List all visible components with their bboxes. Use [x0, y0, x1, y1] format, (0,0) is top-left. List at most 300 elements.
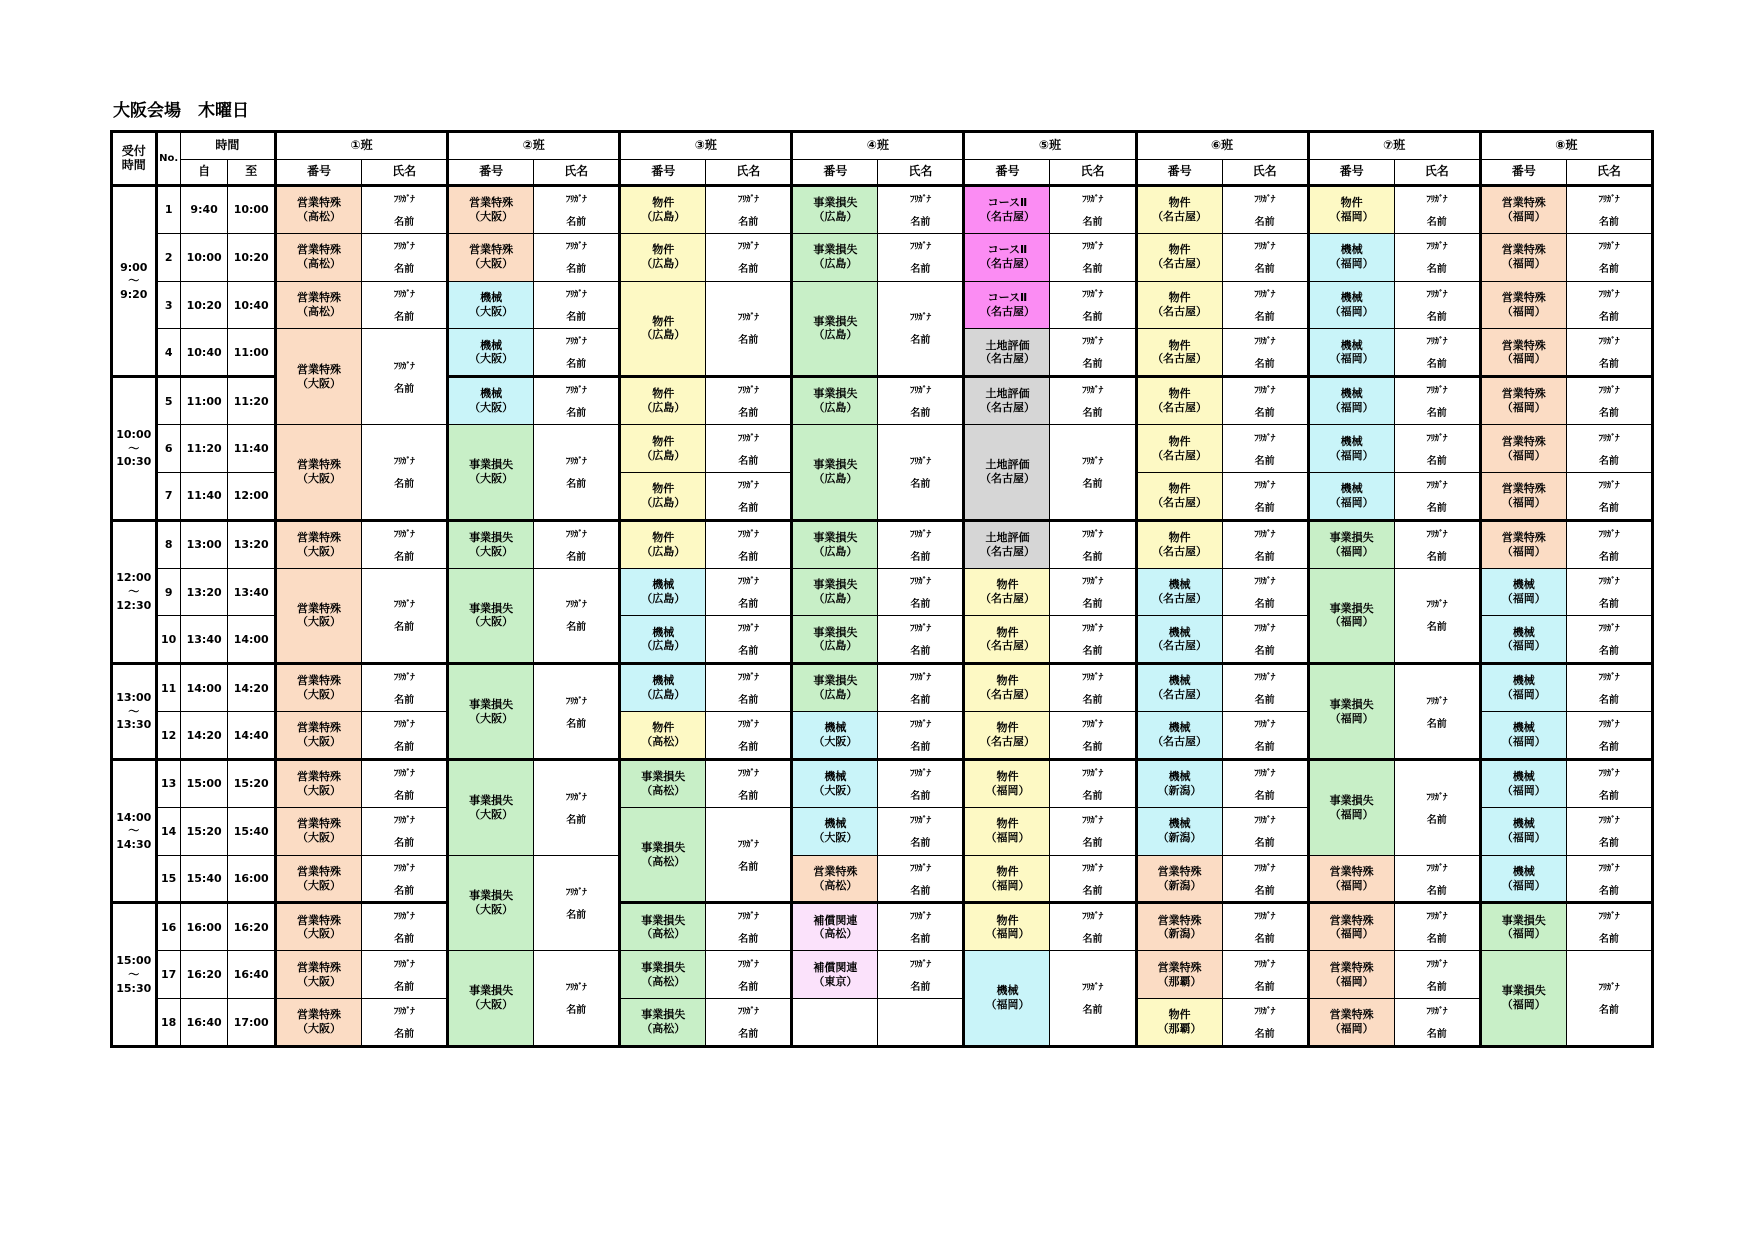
- exam-number-cell: 営業特殊 （大阪）: [276, 903, 362, 951]
- furigana-label: ﾌﾘｶﾞﾅ: [738, 313, 759, 324]
- exam-number-cell: 物件 （広島）: [620, 377, 706, 425]
- name-cell: [362, 233, 448, 281]
- name-label: 名前: [910, 216, 931, 228]
- exam-number-cell: 機械 （福岡）: [1308, 425, 1394, 473]
- furigana-label: ﾌﾘｶﾞﾅ: [565, 290, 587, 301]
- slot-time-to: 13:20: [228, 520, 276, 568]
- exam-number-cell: 事業損失 （福岡）: [1308, 568, 1394, 664]
- slot-row: [112, 425, 1653, 473]
- furigana-label: ﾌﾘｶﾞﾅ: [565, 386, 587, 397]
- name-cell: [1050, 186, 1136, 234]
- name-label: 名前: [1254, 1029, 1275, 1041]
- slot-time-from: 15:40: [180, 855, 228, 903]
- furigana-label: ﾌﾘｶﾞﾅ: [738, 529, 759, 540]
- furigana-label: ﾌﾘｶﾞﾅ: [1254, 194, 1275, 205]
- slot-time-from: 14:00: [180, 664, 228, 712]
- furigana-label: ﾌﾘｶﾞﾅ: [393, 863, 415, 874]
- name-label: 名前: [1254, 838, 1275, 850]
- exam-number-cell: 物件 （那覇）: [1136, 999, 1222, 1047]
- slot-row: [112, 520, 1653, 568]
- slot-time-from: 16:00: [180, 903, 228, 951]
- furigana-label: ﾌﾘｶﾞﾅ: [910, 912, 931, 923]
- slot-time-to: 15:20: [228, 759, 276, 807]
- name-cell: [1566, 186, 1652, 234]
- furigana-label: ﾌﾘｶﾞﾅ: [1426, 290, 1447, 301]
- slot-row: [112, 568, 1653, 616]
- exam-number-cell: 物件 （広島）: [620, 472, 706, 520]
- name-cell: [706, 425, 792, 473]
- furigana-label: ﾌﾘｶﾞﾅ: [565, 529, 587, 540]
- furigana-label: ﾌﾘｶﾞﾅ: [738, 1007, 759, 1018]
- slot-time-from: 11:00: [180, 377, 228, 425]
- slot-row: [112, 855, 1653, 903]
- slot-no: 6: [156, 425, 180, 473]
- reception-time-cell: 13:00 ～ 13:30: [112, 664, 157, 760]
- name-cell: [1050, 568, 1136, 616]
- exam-number-cell: 事業損失 （大阪）: [448, 759, 534, 855]
- name-label: 名前: [566, 909, 587, 921]
- name-cell: [1222, 281, 1308, 329]
- header-time: 時間: [180, 132, 275, 160]
- exam-number-cell: 営業特殊 （大阪）: [276, 759, 362, 807]
- name-cell: [534, 855, 620, 951]
- name-label: 名前: [1254, 790, 1275, 802]
- exam-number-cell: 営業特殊 （福岡）: [1480, 377, 1566, 425]
- slot-no: 8: [156, 520, 180, 568]
- furigana-label: ﾌﾘｶﾞﾅ: [1598, 673, 1620, 684]
- slot-no: 16: [156, 903, 180, 951]
- exam-number-cell: 営業特殊 （大阪）: [276, 712, 362, 760]
- name-label: 名前: [394, 383, 415, 395]
- exam-number-cell: コースⅡ （名古屋）: [964, 186, 1050, 234]
- name-label: 名前: [1082, 1005, 1103, 1017]
- name-cell: [1222, 807, 1308, 855]
- exam-number-cell: 機械 （広島）: [620, 568, 706, 616]
- exam-number-cell: 営業特殊 （福岡）: [1480, 472, 1566, 520]
- name-cell: [1566, 903, 1652, 951]
- exam-number-cell: 事業損失 （福岡）: [1308, 664, 1394, 760]
- exam-number-cell: 補償関連 （東京）: [792, 951, 878, 999]
- header-number: 番号: [620, 160, 706, 186]
- furigana-label: ﾌﾘｶﾞﾅ: [565, 983, 587, 994]
- slot-time-from: 11:40: [180, 472, 228, 520]
- furigana-label: ﾌﾘｶﾞﾅ: [1254, 863, 1275, 874]
- name-label: 名前: [738, 599, 759, 611]
- name-cell: [534, 759, 620, 855]
- name-cell: [362, 999, 448, 1047]
- name-cell: [1394, 281, 1480, 329]
- exam-number-cell: 物件 （広島）: [620, 186, 706, 234]
- exam-number-cell: 営業特殊 （福岡）: [1480, 425, 1566, 473]
- exam-number-cell: 営業特殊 （新潟）: [1136, 855, 1222, 903]
- name-label: 名前: [1254, 551, 1275, 563]
- name-cell: [1050, 712, 1136, 760]
- furigana-label: ﾌﾘｶﾞﾅ: [1254, 433, 1275, 444]
- name-label: 名前: [566, 312, 587, 324]
- slot-row: [112, 951, 1653, 999]
- name-label: 名前: [738, 455, 759, 467]
- exam-number-cell: 機械 （福岡）: [1308, 281, 1394, 329]
- furigana-label: ﾌﾘｶﾞﾅ: [393, 959, 415, 970]
- name-label: 名前: [738, 335, 759, 347]
- name-label: 名前: [738, 646, 759, 658]
- name-label: 名前: [1598, 885, 1619, 897]
- slot-time-to: 13:40: [228, 568, 276, 616]
- name-label: 名前: [1254, 599, 1275, 611]
- name-cell: [878, 425, 964, 521]
- exam-number-cell: 事業損失 （福岡）: [1480, 903, 1566, 951]
- furigana-label: ﾌﾘｶﾞﾅ: [1426, 863, 1447, 874]
- furigana-label: ﾌﾘｶﾞﾅ: [565, 887, 587, 898]
- exam-number-cell: 機械 （福岡）: [1480, 568, 1566, 616]
- furigana-label: ﾌﾘｶﾞﾅ: [1082, 529, 1103, 540]
- slot-time-to: 14:20: [228, 664, 276, 712]
- furigana-label: ﾌﾘｶﾞﾅ: [1082, 456, 1103, 467]
- name-cell: [706, 999, 792, 1047]
- exam-number-cell: 営業特殊 （福岡）: [1308, 903, 1394, 951]
- name-cell: [1394, 568, 1480, 664]
- furigana-label: ﾌﾘｶﾞﾅ: [1254, 242, 1275, 253]
- name-cell: [1222, 951, 1308, 999]
- furigana-label: ﾌﾘｶﾞﾅ: [910, 673, 931, 684]
- header-number: 番号: [276, 160, 362, 186]
- furigana-label: ﾌﾘｶﾞﾅ: [1254, 529, 1275, 540]
- exam-number-cell: [792, 999, 878, 1047]
- name-label: 名前: [910, 981, 931, 993]
- slot-no: 14: [156, 807, 180, 855]
- header-name: 氏名: [534, 160, 620, 186]
- name-cell: [878, 759, 964, 807]
- furigana-label: ﾌﾘｶﾞﾅ: [1426, 696, 1447, 707]
- name-cell: [362, 759, 448, 807]
- name-label: 名前: [1254, 934, 1275, 946]
- exam-number-cell: 営業特殊 （高松）: [792, 855, 878, 903]
- furigana-label: ﾌﾘｶﾞﾅ: [910, 577, 931, 588]
- header-number: 番号: [1480, 160, 1566, 186]
- furigana-label: ﾌﾘｶﾞﾅ: [393, 1007, 415, 1018]
- slot-time-from: 13:40: [180, 616, 228, 664]
- name-label: 名前: [1254, 312, 1275, 324]
- name-label: 名前: [394, 695, 415, 707]
- exam-number-cell: 事業損失 （高松）: [620, 759, 706, 807]
- name-cell: [706, 807, 792, 903]
- furigana-label: ﾌﾘｶﾞﾅ: [1598, 433, 1620, 444]
- name-label: 名前: [1598, 695, 1619, 707]
- exam-number-cell: 機械 （大阪）: [792, 712, 878, 760]
- exam-number-cell: 機械 （新潟）: [1136, 807, 1222, 855]
- furigana-label: ﾌﾘｶﾞﾅ: [910, 386, 931, 397]
- name-label: 名前: [1598, 742, 1619, 754]
- name-cell: [706, 568, 792, 616]
- reception-time-cell: 9:00 ～ 9:20: [112, 186, 157, 377]
- furigana-label: ﾌﾘｶﾞﾅ: [565, 194, 587, 205]
- name-cell: [1050, 855, 1136, 903]
- exam-number-cell: 物件 （名古屋）: [1136, 186, 1222, 234]
- name-label: 名前: [1082, 695, 1103, 707]
- exam-number-cell: 事業損失 （高松）: [620, 807, 706, 903]
- name-cell: [706, 377, 792, 425]
- furigana-label: ﾌﾘｶﾞﾅ: [565, 456, 587, 467]
- name-label: 名前: [1598, 551, 1619, 563]
- furigana-label: ﾌﾘｶﾞﾅ: [1598, 529, 1620, 540]
- exam-number-cell: 機械 （福岡）: [1480, 616, 1566, 664]
- exam-number-cell: 物件 （名古屋）: [1136, 329, 1222, 377]
- furigana-label: ﾌﾘｶﾞﾅ: [738, 912, 759, 923]
- name-cell: [534, 233, 620, 281]
- name-cell: [1050, 664, 1136, 712]
- name-label: 名前: [394, 934, 415, 946]
- name-label: 名前: [1254, 216, 1275, 228]
- name-label: 名前: [1254, 502, 1275, 514]
- exam-number-cell: 物件 （名古屋）: [1136, 233, 1222, 281]
- name-label: 名前: [1426, 718, 1447, 730]
- name-cell: [1394, 329, 1480, 377]
- name-label: 名前: [1082, 478, 1103, 490]
- name-cell: [1222, 999, 1308, 1047]
- slot-time-from: 9:40: [180, 186, 228, 234]
- name-cell: [878, 712, 964, 760]
- name-label: 名前: [738, 695, 759, 707]
- name-cell: [534, 281, 620, 329]
- exam-number-cell: 営業特殊 （那覇）: [1136, 951, 1222, 999]
- furigana-label: ﾌﾘｶﾞﾅ: [910, 959, 931, 970]
- furigana-label: ﾌﾘｶﾞﾅ: [1598, 720, 1620, 731]
- name-label: 名前: [1082, 359, 1103, 371]
- name-label: 名前: [394, 622, 415, 634]
- slot-time-from: 11:20: [180, 425, 228, 473]
- furigana-label: ﾌﾘｶﾞﾅ: [738, 386, 759, 397]
- name-label: 名前: [566, 264, 587, 276]
- name-cell: [1222, 377, 1308, 425]
- exam-number-cell: 営業特殊 （大阪）: [276, 568, 362, 664]
- name-cell: [1222, 186, 1308, 234]
- name-cell: [534, 186, 620, 234]
- name-cell: [1566, 377, 1652, 425]
- furigana-label: ﾌﾘｶﾞﾅ: [1082, 983, 1103, 994]
- furigana-label: ﾌﾘｶﾞﾅ: [1254, 1007, 1275, 1018]
- header-han-6: ⑥班: [1136, 132, 1308, 160]
- exam-number-cell: 物件 （名古屋）: [1136, 520, 1222, 568]
- name-label: 名前: [1598, 934, 1619, 946]
- name-label: 名前: [910, 838, 931, 850]
- furigana-label: ﾌﾘｶﾞﾅ: [1082, 242, 1103, 253]
- furigana-label: ﾌﾘｶﾞﾅ: [1254, 720, 1275, 731]
- name-label: 名前: [1254, 695, 1275, 707]
- furigana-label: ﾌﾘｶﾞﾅ: [1082, 386, 1103, 397]
- slot-time-to: 10:40: [228, 281, 276, 329]
- name-cell: [362, 520, 448, 568]
- name-label: 名前: [910, 551, 931, 563]
- exam-number-cell: 営業特殊 （大阪）: [276, 807, 362, 855]
- exam-number-cell: 営業特殊 （福岡）: [1308, 951, 1394, 999]
- exam-number-cell: 事業損失 （広島）: [792, 281, 878, 377]
- name-label: 名前: [738, 1029, 759, 1041]
- slot-time-to: 16:00: [228, 855, 276, 903]
- name-cell: [1566, 664, 1652, 712]
- furigana-label: ﾌﾘｶﾞﾅ: [1082, 863, 1103, 874]
- exam-number-cell: 事業損失 （広島）: [792, 616, 878, 664]
- name-label: 名前: [910, 335, 931, 347]
- slot-row: [112, 759, 1653, 807]
- furigana-label: ﾌﾘｶﾞﾅ: [910, 720, 931, 731]
- furigana-label: ﾌﾘｶﾞﾅ: [565, 696, 587, 707]
- name-cell: [534, 377, 620, 425]
- name-cell: [1222, 855, 1308, 903]
- name-cell: [1566, 568, 1652, 616]
- furigana-label: ﾌﾘｶﾞﾅ: [1598, 983, 1620, 994]
- exam-number-cell: 機械 （福岡）: [1308, 329, 1394, 377]
- exam-number-cell: 土地評価 （名古屋）: [964, 377, 1050, 425]
- furigana-label: ﾌﾘｶﾞﾅ: [738, 433, 759, 444]
- exam-number-cell: 営業特殊 （福岡）: [1480, 281, 1566, 329]
- name-label: 名前: [1598, 264, 1619, 276]
- name-cell: [878, 377, 964, 425]
- name-cell: [1050, 616, 1136, 664]
- name-cell: [1222, 903, 1308, 951]
- header-number: 番号: [1308, 160, 1394, 186]
- name-label: 名前: [910, 790, 931, 802]
- name-label: 名前: [910, 264, 931, 276]
- name-cell: [1050, 520, 1136, 568]
- exam-number-cell: 機械 （福岡）: [1480, 759, 1566, 807]
- slot-no: 10: [156, 616, 180, 664]
- name-label: 名前: [1426, 264, 1447, 276]
- name-label: 名前: [910, 695, 931, 707]
- name-label: 名前: [394, 790, 415, 802]
- name-cell: [1050, 377, 1136, 425]
- exam-number-cell: 事業損失 （広島）: [792, 568, 878, 616]
- slot-no: 2: [156, 233, 180, 281]
- name-label: 名前: [394, 981, 415, 993]
- furigana-label: ﾌﾘｶﾞﾅ: [910, 456, 931, 467]
- name-cell: [362, 903, 448, 951]
- exam-number-cell: 物件 （広島）: [620, 425, 706, 473]
- slot-time-from: 16:20: [180, 951, 228, 999]
- furigana-label: ﾌﾘｶﾞﾅ: [1082, 577, 1103, 588]
- name-cell: [1394, 186, 1480, 234]
- furigana-label: ﾌﾘｶﾞﾅ: [565, 337, 587, 348]
- furigana-label: ﾌﾘｶﾞﾅ: [1426, 529, 1447, 540]
- exam-number-cell: 営業特殊 （大阪）: [276, 329, 362, 425]
- exam-number-cell: 事業損失 （広島）: [792, 186, 878, 234]
- name-label: 名前: [1598, 455, 1619, 467]
- name-cell: [362, 807, 448, 855]
- name-cell: [362, 664, 448, 712]
- name-cell: [878, 855, 964, 903]
- name-cell: [878, 807, 964, 855]
- slot-time-to: 12:00: [228, 472, 276, 520]
- furigana-label: ﾌﾘｶﾞﾅ: [393, 456, 415, 467]
- exam-number-cell: 事業損失 （広島）: [792, 233, 878, 281]
- exam-number-cell: 物件 （福岡）: [964, 903, 1050, 951]
- exam-number-cell: 営業特殊 （福岡）: [1308, 999, 1394, 1047]
- name-cell: [1050, 425, 1136, 521]
- slot-no: 18: [156, 999, 180, 1047]
- furigana-label: ﾌﾘｶﾞﾅ: [1254, 959, 1275, 970]
- exam-number-cell: 営業特殊 （大阪）: [276, 855, 362, 903]
- name-cell: [1222, 616, 1308, 664]
- exam-number-cell: 事業損失 （広島）: [792, 520, 878, 568]
- exam-number-cell: 事業損失 （高松）: [620, 951, 706, 999]
- header-reception-time: 受付 時間: [112, 132, 157, 186]
- exam-number-cell: 機械 （福岡）: [964, 951, 1050, 1047]
- furigana-label: ﾌﾘｶﾞﾅ: [910, 768, 931, 779]
- exam-number-cell: 物件 （名古屋）: [964, 616, 1050, 664]
- furigana-label: ﾌﾘｶﾞﾅ: [565, 792, 587, 803]
- header-time-from: 自: [180, 160, 228, 186]
- name-cell: [1566, 281, 1652, 329]
- furigana-label: ﾌﾘｶﾞﾅ: [1082, 290, 1103, 301]
- name-label: 名前: [1426, 934, 1447, 946]
- furigana-label: ﾌﾘｶﾞﾅ: [1082, 912, 1103, 923]
- furigana-label: ﾌﾘｶﾞﾅ: [393, 768, 415, 779]
- furigana-label: ﾌﾘｶﾞﾅ: [910, 624, 931, 635]
- name-label: 名前: [1254, 885, 1275, 897]
- name-cell: [1050, 807, 1136, 855]
- slot-row: [112, 281, 1653, 329]
- furigana-label: ﾌﾘｶﾞﾅ: [1082, 720, 1103, 731]
- name-label: 名前: [1082, 264, 1103, 276]
- furigana-label: ﾌﾘｶﾞﾅ: [1426, 337, 1447, 348]
- header-name: 氏名: [706, 160, 792, 186]
- name-cell: [706, 186, 792, 234]
- slot-row: [112, 999, 1653, 1047]
- exam-number-cell: 営業特殊 （大阪）: [276, 664, 362, 712]
- furigana-label: ﾌﾘｶﾞﾅ: [1598, 194, 1620, 205]
- name-label: 名前: [1254, 742, 1275, 754]
- exam-number-cell: 事業損失 （大阪）: [448, 664, 534, 760]
- name-label: 名前: [1254, 359, 1275, 371]
- furigana-label: ﾌﾘｶﾞﾅ: [1598, 912, 1620, 923]
- name-cell: [1566, 807, 1652, 855]
- exam-number-cell: 営業特殊 （福岡）: [1480, 186, 1566, 234]
- slot-time-from: 10:20: [180, 281, 228, 329]
- name-label: 名前: [1082, 885, 1103, 897]
- header-han-4: ④班: [792, 132, 964, 160]
- name-cell: [1394, 520, 1480, 568]
- name-label: 名前: [1254, 264, 1275, 276]
- exam-number-cell: 機械 （新潟）: [1136, 759, 1222, 807]
- exam-number-cell: 機械 （福岡）: [1480, 855, 1566, 903]
- slot-no: 7: [156, 472, 180, 520]
- name-cell: [1222, 329, 1308, 377]
- name-cell: [1566, 951, 1652, 1047]
- furigana-label: ﾌﾘｶﾞﾅ: [1082, 816, 1103, 827]
- exam-number-cell: 営業特殊 （福岡）: [1480, 329, 1566, 377]
- furigana-label: ﾌﾘｶﾞﾅ: [1598, 624, 1620, 635]
- exam-number-cell: 機械 （福岡）: [1308, 233, 1394, 281]
- exam-number-cell: 物件 （名古屋）: [964, 712, 1050, 760]
- exam-number-cell: 事業損失 （広島）: [792, 664, 878, 712]
- furigana-label: ﾌﾘｶﾞﾅ: [738, 720, 759, 731]
- name-cell: [878, 903, 964, 951]
- name-cell: [1050, 951, 1136, 1047]
- name-cell: [534, 329, 620, 377]
- name-label: 名前: [1426, 551, 1447, 563]
- name-cell: [1050, 329, 1136, 377]
- name-cell: [1222, 472, 1308, 520]
- exam-number-cell: 物件 （高松）: [620, 712, 706, 760]
- name-label: 名前: [394, 551, 415, 563]
- slot-time-from: 15:00: [180, 759, 228, 807]
- name-cell: [534, 425, 620, 521]
- name-cell: [1566, 855, 1652, 903]
- exam-number-cell: 物件 （広島）: [620, 281, 706, 377]
- slot-time-from: 13:20: [180, 568, 228, 616]
- name-label: 名前: [566, 551, 587, 563]
- slot-time-to: 14:00: [228, 616, 276, 664]
- header-time-to: 至: [228, 160, 276, 186]
